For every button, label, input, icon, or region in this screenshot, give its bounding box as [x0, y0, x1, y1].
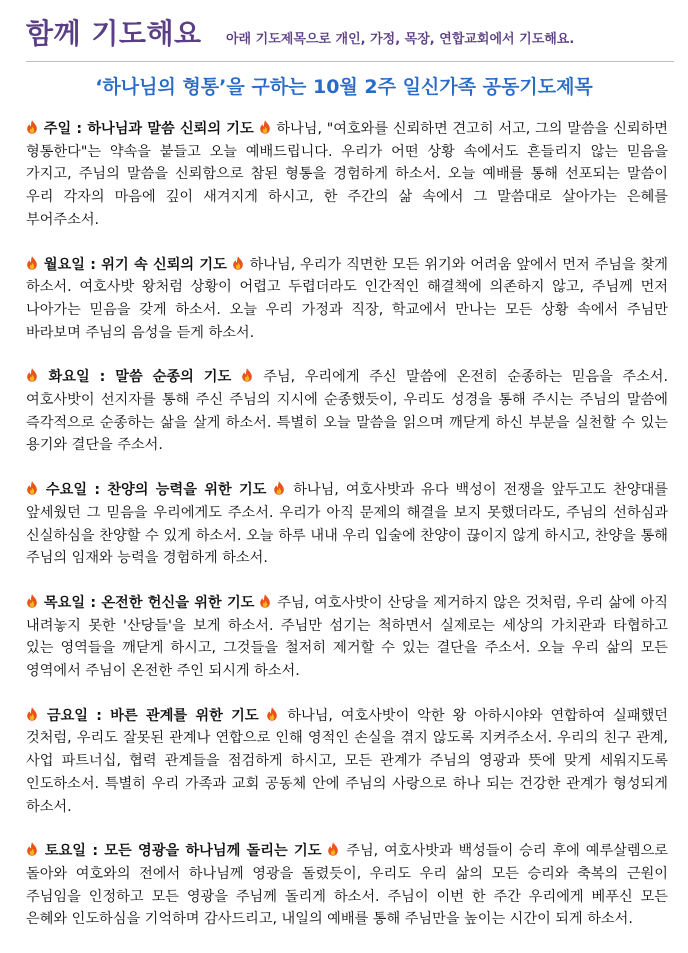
prayer-heading: 월요일 : 위기 속 신뢰의 기도 — [43, 256, 227, 273]
prayer-text: 하나님, 여호사밧과 유다 백성이 전쟁을 앞두고도 찬양대를 앞세웠던 그 믿음을 우리에게도 주소서. 우리가 아직 문제의 해결을 보지 못했더라도, 주님의 선하심과 신실하심을 찬양할 수 있게 하소서. 오늘 하루 내내 우리 입술에 찬양이 끊이지 않게 하시고, 찬양을 통해 주님의 임재와 능력을 경험하게 하소서. — [26, 482, 668, 567]
prayer-item — [26, 254, 668, 345]
prayer-heading: 목요일 : 온전한 헌신을 위한 기도 — [43, 594, 255, 611]
fire-icon — [273, 481, 285, 495]
fire-icon — [26, 368, 38, 382]
fire-icon — [266, 707, 278, 721]
prayer-heading: 화요일 : 말씀 순종의 기도 — [48, 369, 232, 386]
fire-icon — [26, 120, 38, 134]
prayer-text: 하나님, 여호사밧이 악한 왕 아하시야와 연합하여 실패했던 것처럼, 우리도 잘못된 관계나 연합으로 인해 영적인 손실을 겪지 않도록 지켜주소서. 우리의 친구 관계, 사업 파트너십, 협력 관계들을 점검하게 하시고, 모든 관계가 주님의 영광과 뜻에 맞게 세워지도록 인도하소서. 특별히 우리 가족과 교회 공동체 안에 주님의 사랑으로 하나 되는 건강한 관계가 형성되게 하소서. — [26, 707, 668, 815]
fire-icon — [327, 842, 339, 856]
prayer-text: 주님, 우리에게 주신 말씀에 온전히 순종하는 믿음을 주소서. 여호사밧이 선지자를 통해 주신 주님의 지시에 순종했듯이, 우리도 성경을 통해 주시는 주님의 말씀에 즉각적으로 순종하는 삶을 살게 하소서. 특별히 오늘 말씀을 읽으며 깨닫게 하신 부분을 실천할 수 있는 용기와 결단을 주소서. — [26, 369, 669, 454]
header — [0, 0, 688, 62]
document-title: ‘하나님의 형통’을 구하는 10월 2주 일신가족 공동기도제목 — [95, 76, 593, 98]
fire-icon — [26, 256, 38, 270]
fire-icon — [26, 594, 38, 608]
fire-icon — [26, 707, 38, 721]
brand-title: 함께 기도해요 — [26, 17, 202, 50]
tagline: 아래 기도제목으로 개인, 가정, 목장, 연합교회에서 기도해요. — [226, 32, 575, 47]
prayer-heading: 수요일 : 찬양의 능력을 위한 기도 — [45, 482, 267, 499]
fire-icon — [241, 368, 253, 382]
prayer-heading: 금요일 : 바른 관계를 위한 기도 — [46, 707, 259, 724]
header-divider — [26, 61, 674, 62]
prayer-text: 주님, 여호사밧과 백성들이 승리 후에 예루살렘으로 돌아와 여호와의 전에서 하나님께 영광을 돌렸듯이, 우리도 우리 삶의 모든 승리와 축복의 근원이 주님임을 인정하고 모든 영광을 주님께 돌리게 하소서. 주님이 이번 한 주간 우리에게 베푸신 모든 은혜와 인도하심을 기억하며 감사드리고, 내일의 예배를 통해 주님만을 높이는 시간이 되게 하소서. — [26, 843, 668, 928]
prayer-text: 주님, 여호사밧이 산당을 제거하지 않은 것처럼, 우리 삶에 아직 내려놓지 못한 '산당들'을 보게 하소서. 주님만 섬기는 척하면서 실제로는 세상의 가치관과 타협하고 있는 영역들을 깨닫게 하시고, 그것들을 철저히 제거할 수 있는 결단을 주소서. 오늘 우리 삶의 모든 영역에서 주님이 온전한 주인 되시게 하소서. — [26, 594, 669, 680]
prayer-item — [26, 118, 668, 232]
prayer-text: 하나님, 우리가 직면한 모든 위기와 어려움 앞에서 먼저 주님을 찾게 하소서. 여호사밧 왕처럼 상황이 어렵고 두렵더라도 인간적인 해결책에 의존하지 않고, 주님께 먼저 나아가는 믿음을 갖게 하소서. 오늘 우리 가정과 직장, 학교에서 만나는 모든 상황 속에서 주님만 바라보며 주님의 음성을 듣게 하소서. — [26, 256, 668, 341]
prayer-heading: 토요일 : 모든 영광을 하나님께 돌리는 기도 — [44, 843, 322, 860]
prayer-heading: 주일 : 하나님과 말씀 신뢰의 기도 — [43, 121, 254, 137]
prayer-list — [26, 118, 668, 953]
prayer-item — [26, 592, 668, 683]
prayer-item — [26, 840, 668, 931]
fire-icon — [26, 481, 38, 495]
fire-icon — [232, 256, 244, 270]
prayer-text: 하나님, "여호와를 신뢰하면 견고히 서고, 그의 말씀을 신뢰하면 형통한다"는 약속을 붙들고 오늘 예배드립니다. 우리가 어떤 상황 속에서도 흔들리지 않는 믿음을 가지고, 주님의 말씀을 신뢰함으로 참된 형통을 경험하게 하소서. 오늘 예배를 통해 선포되는 말씀이 우리 각자의 마음에 깊이 새겨지게 하시고, 한 주간의 삶 속에서 그 말씀대로 살아가는 은혜를 부어주소서. — [26, 121, 669, 228]
prayer-item — [26, 479, 668, 570]
prayer-item — [26, 705, 668, 819]
fire-icon — [259, 120, 271, 134]
fire-icon — [26, 842, 38, 856]
prayer-item — [26, 366, 668, 457]
fire-icon — [259, 594, 271, 608]
